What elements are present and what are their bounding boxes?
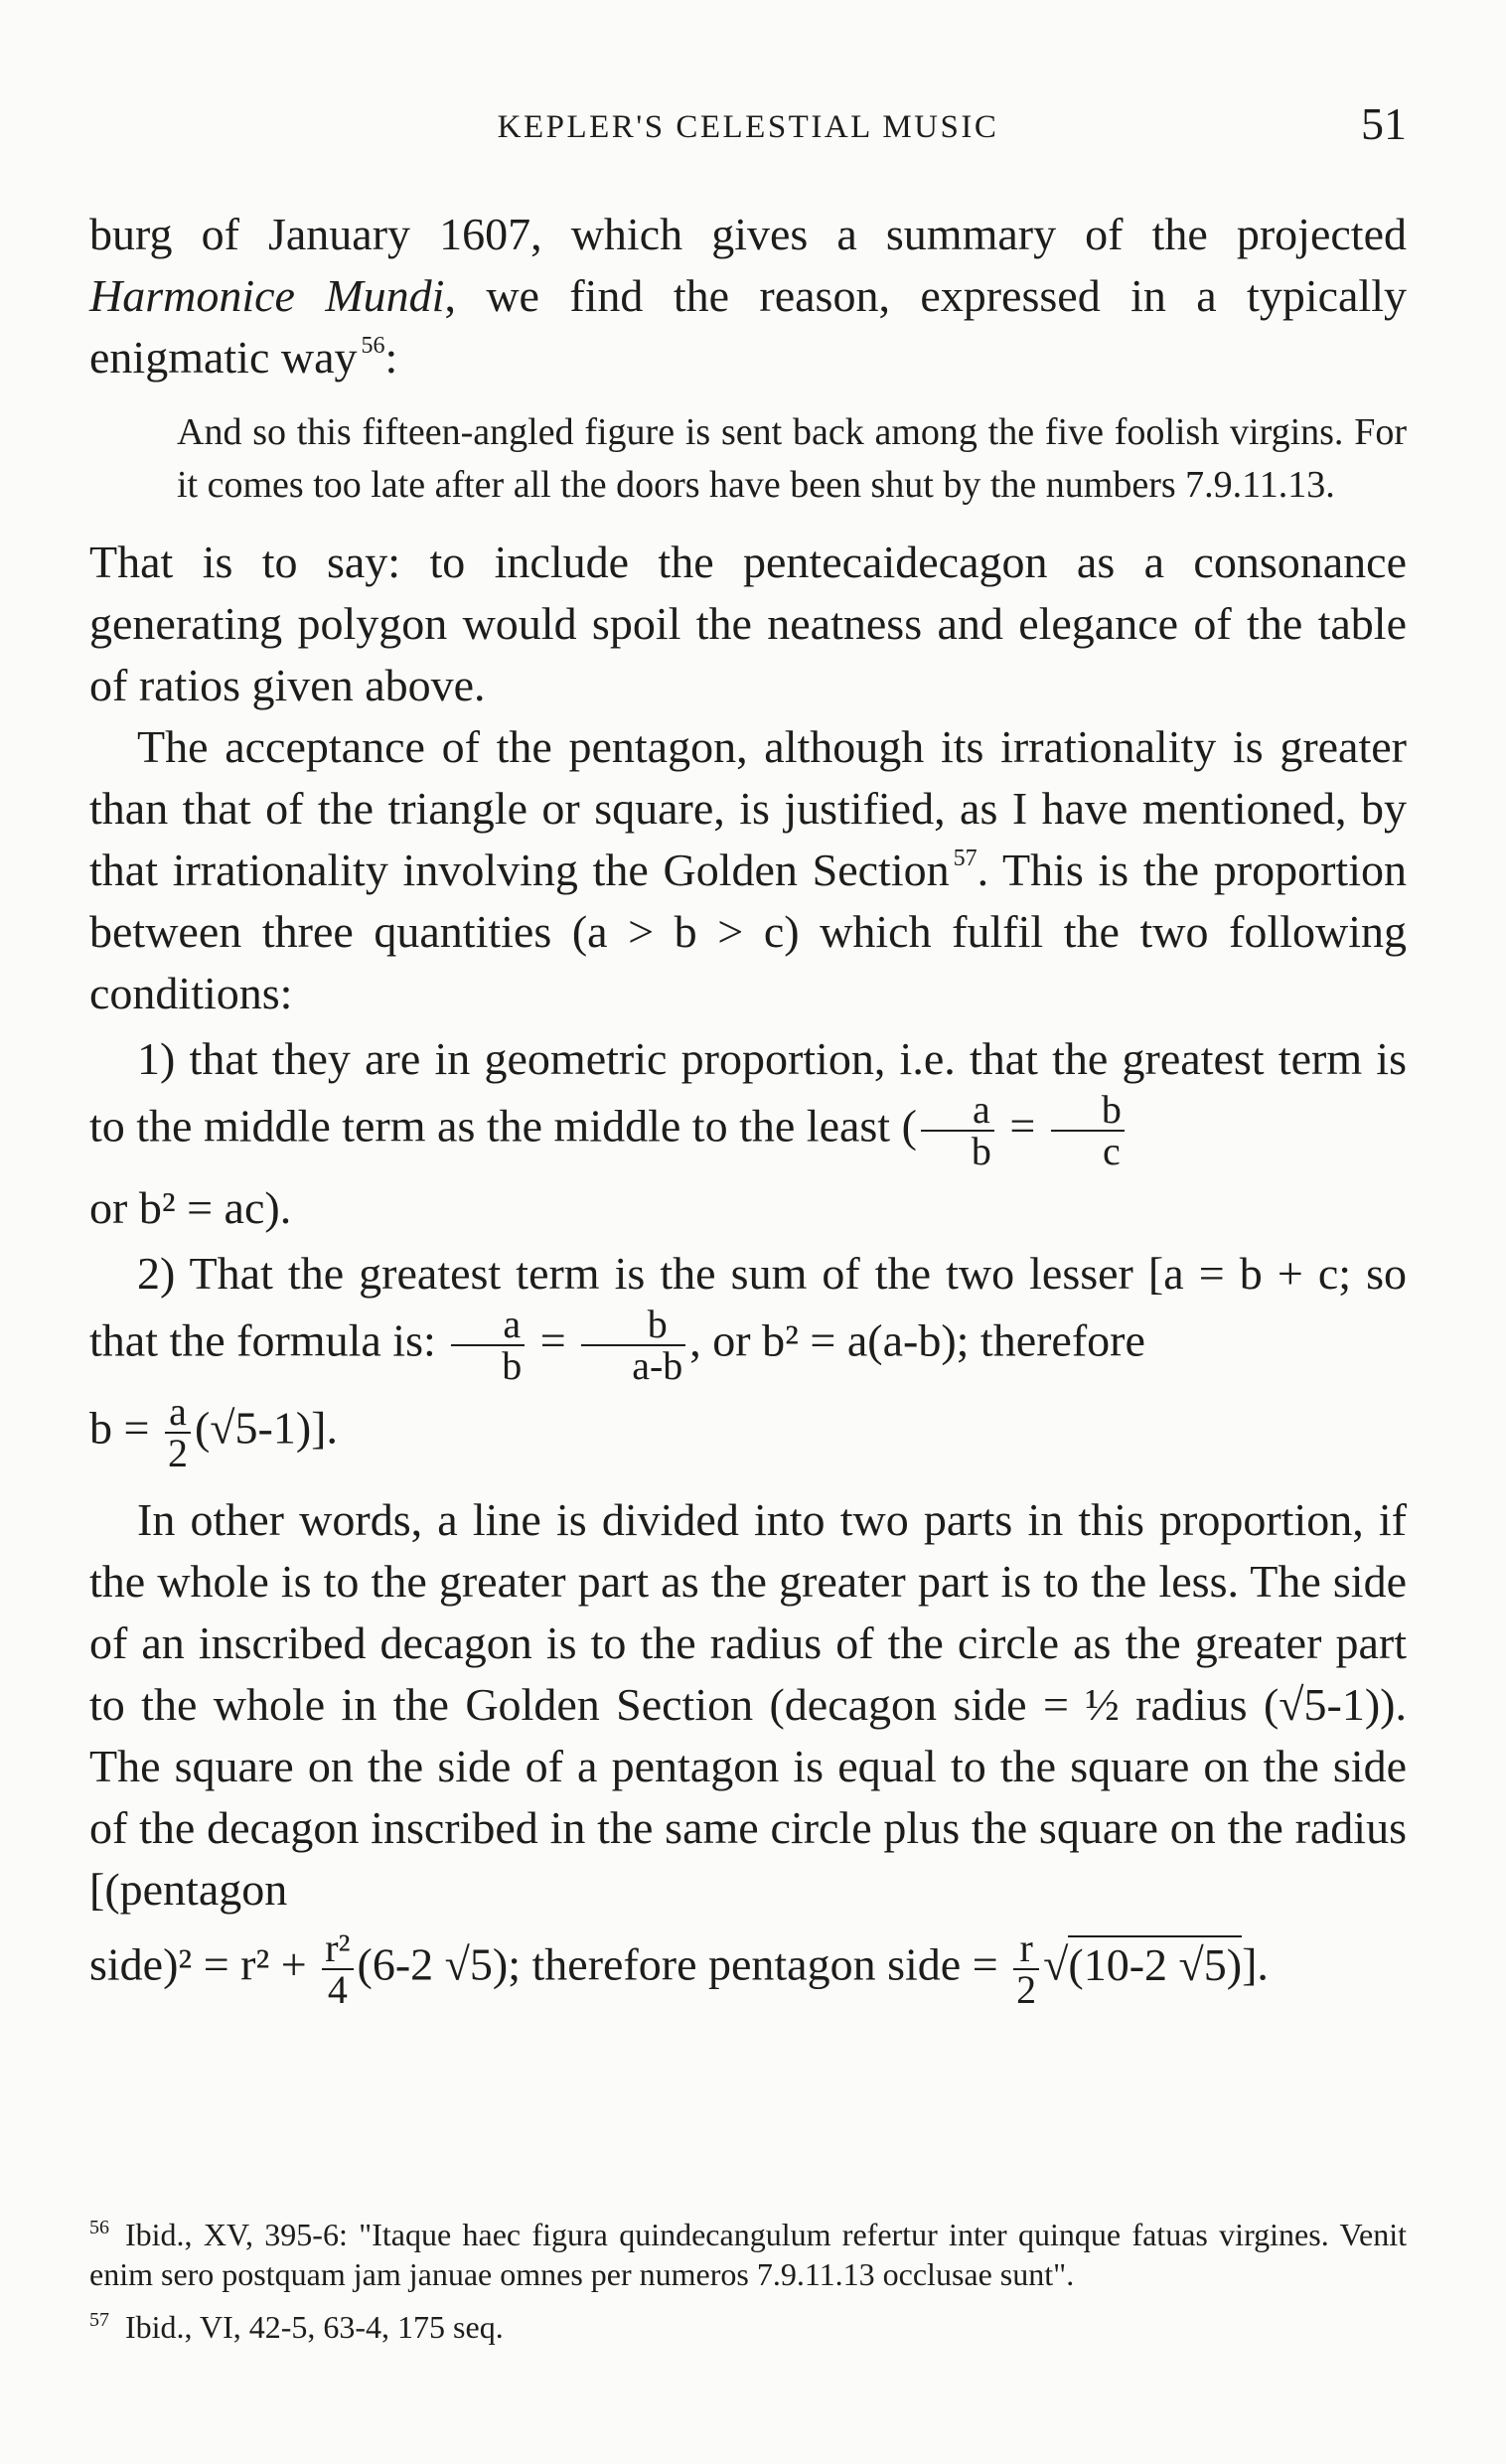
paragraph-acceptance [89, 716, 1407, 1024]
words-text-d: ]. [1242, 1938, 1269, 1990]
cond2-text-a: 2) That the greatest term is the sum of the two lesser [a = b + c; so that the formula is: [89, 1248, 1407, 1366]
radicand: (10-2 √5) [1068, 1935, 1242, 1990]
fraction-r-squared-over-4: $\frac{\text{r²}}{4}$ [322, 1928, 353, 2010]
fraction-a-over-b: $\frac{a}{b}$ [451, 1305, 525, 1386]
acceptance-text-a: The acceptance of the pentagon, although its irrationality is greater than that of the triangle or square, is justified, as I have mentioned, by that irrationality involving the Golden Section [89, 721, 1407, 895]
equals-sign: = [528, 1314, 578, 1366]
main-text [89, 204, 1407, 2010]
cond2-text-b: , or b² = a(a-b); therefore [689, 1314, 1145, 1366]
page-number: 51 [1361, 98, 1407, 149]
condition-1 [89, 1028, 1407, 1171]
cond1-text-a: 1) that they are in geometric proportion, i.e. that the greatest term is to the middle term as the middle to the least ( [89, 1033, 1407, 1152]
words-text-b: side)² = r² + [89, 1938, 319, 1990]
footnotes [89, 2208, 1407, 2347]
block-quote: And so this fifteen-angled figure is sent back among the five foolish virgins. For it comes too late after all the doors have been shut by the numbers 7.9.11.13. [177, 411, 1407, 506]
acceptance-text-b: . This is the proportion between three quantities (a > b > c) which fulfil the two following conditions: [89, 845, 1407, 1018]
formula-lhs: b = [89, 1402, 161, 1454]
words-text-c: (6-2 √5); therefore pentagon side = [357, 1938, 1010, 1990]
footnote-56 [89, 2208, 1407, 2294]
paragraph-intro [89, 204, 1407, 388]
fraction-r-over-2: $\frac{r}{2}$ [1013, 1928, 1039, 2010]
golden-ratio-formula [89, 1389, 1407, 1475]
fraction-a-over-b: $\frac{a}{b}$ [921, 1090, 994, 1171]
condition-2 [89, 1243, 1407, 1386]
intro-text-b: , we find the reason, expressed in a typically enigmatic way [89, 270, 1407, 383]
equals-sign: = [997, 1100, 1047, 1152]
fraction-a-over-2: $\frac{a}{2}$ [165, 1392, 191, 1473]
footnote-text: Ibid., VI, 42-5, 63-4, 175 seq. [125, 2309, 504, 2345]
footnote-text: Ibid., XV, 395-6: "Itaque haec figura quindecangulum refertur inter quinque fatuas virgines. Venit enim sero postquam jam januae omnes per numeros 7.9.11.13 occlusae sunt". [89, 2217, 1407, 2292]
footnote-mark: 57 [89, 2309, 109, 2331]
radical-sign: √ [1043, 1938, 1069, 1990]
running-title: KEPLER'S CELESTIAL MUSIC [497, 109, 999, 145]
paragraph-in-other-words [89, 1489, 1407, 1921]
footnote-ref-56: 56 [361, 333, 385, 359]
paragraph-that-is: That is to say: to include the pentecaidecagon as a consonance generating polygon would spoil the neatness and elegance of the table of ratios given above. [89, 537, 1407, 710]
words-text-a: In other words, a line is divided into two parts in this proportion, if the whole is to the greater part as the greater part is to the less. The side of an inscribed decagon is to the radius of the circle as the greater part to the whole in the Golden Section (decagon side = ½ radius (√5-1)). The square on the side of a pentagon is equal to the square on the side of the decagon inscribed in the same circle plus the square on the radius [(pentagon [89, 1494, 1407, 1915]
fraction-b-over-c: $\frac{b}{c}$ [1051, 1090, 1125, 1171]
fraction-b-over-a-minus-b: $\frac{b}{a-b}$ [581, 1305, 685, 1386]
book-title: Harmonice Mundi [89, 270, 445, 321]
footnote-ref-57: 57 [953, 846, 978, 871]
condition-1-end: or b² = ac). [89, 1182, 292, 1233]
formula-rhs: (√5-1)]. [194, 1402, 338, 1454]
footnote-57 [89, 2300, 1407, 2347]
intro-text-a: burg of January 1607, which gives a summary of the projected [89, 209, 1407, 259]
page-header [89, 97, 1407, 167]
intro-text-c: : [384, 332, 398, 383]
pentagon-side-formula [89, 1925, 1407, 2012]
footnote-mark: 56 [89, 2217, 109, 2238]
